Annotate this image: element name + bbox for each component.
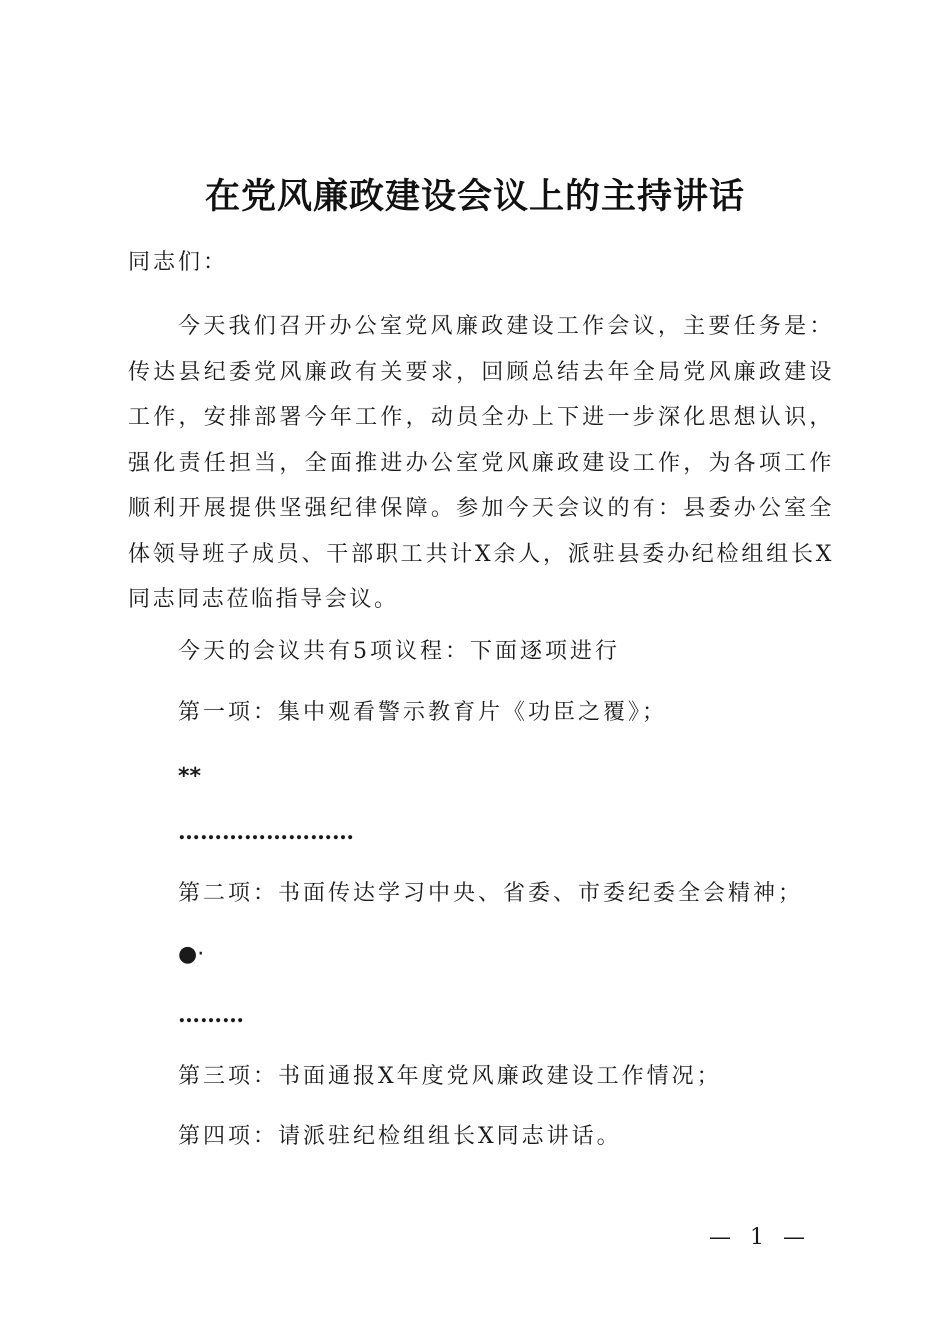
- agenda-intro: 今天的会议共有5项议程：下面逐项进行: [178, 639, 620, 664]
- agenda-item-3: 第三项：书面通报X年度党风廉政建设工作情况；: [178, 1064, 722, 1089]
- agenda-item-1: 第一项：集中观看警示教育片《功臣之覆》；: [178, 700, 668, 725]
- salutation: 同志们：: [128, 250, 229, 275]
- intro-paragraph: 今天我们召开办公室党风廉政建设工作会议，主要任务是：传达县纪委党风廉政有关要求，回顾总结去年全局党风廉政建设工作，安排部署今年工作，动员全办上下进一步深化思想认识，强化责任担当，全面推进办公室党风廉政建设工作，为各项工作顺利开展提供坚强纪律保障。参加今天会议的有：县委办公室全体领导班子成员、干部职工共计X余人，派驻县委办纪检组组长X同志同志莅临指导会议。: [128, 314, 834, 612]
- ellipsis-2: ………: [178, 1002, 244, 1028]
- marker-bullets: ●·: [178, 942, 205, 967]
- document-title: 在党风廉政建设会议上的主持讲话: [204, 176, 745, 217]
- ellipsis-1: ……………………: [178, 819, 354, 845]
- page-number: — 1 —: [709, 1225, 811, 1250]
- agenda-item-4: 第四项：请派驻纪检组组长X同志讲话。: [178, 1124, 622, 1149]
- marker-stars: **: [178, 764, 202, 789]
- agenda-item-2: 第二项：书面传达学习中央、省委、市委纪委全会精神；: [178, 881, 804, 906]
